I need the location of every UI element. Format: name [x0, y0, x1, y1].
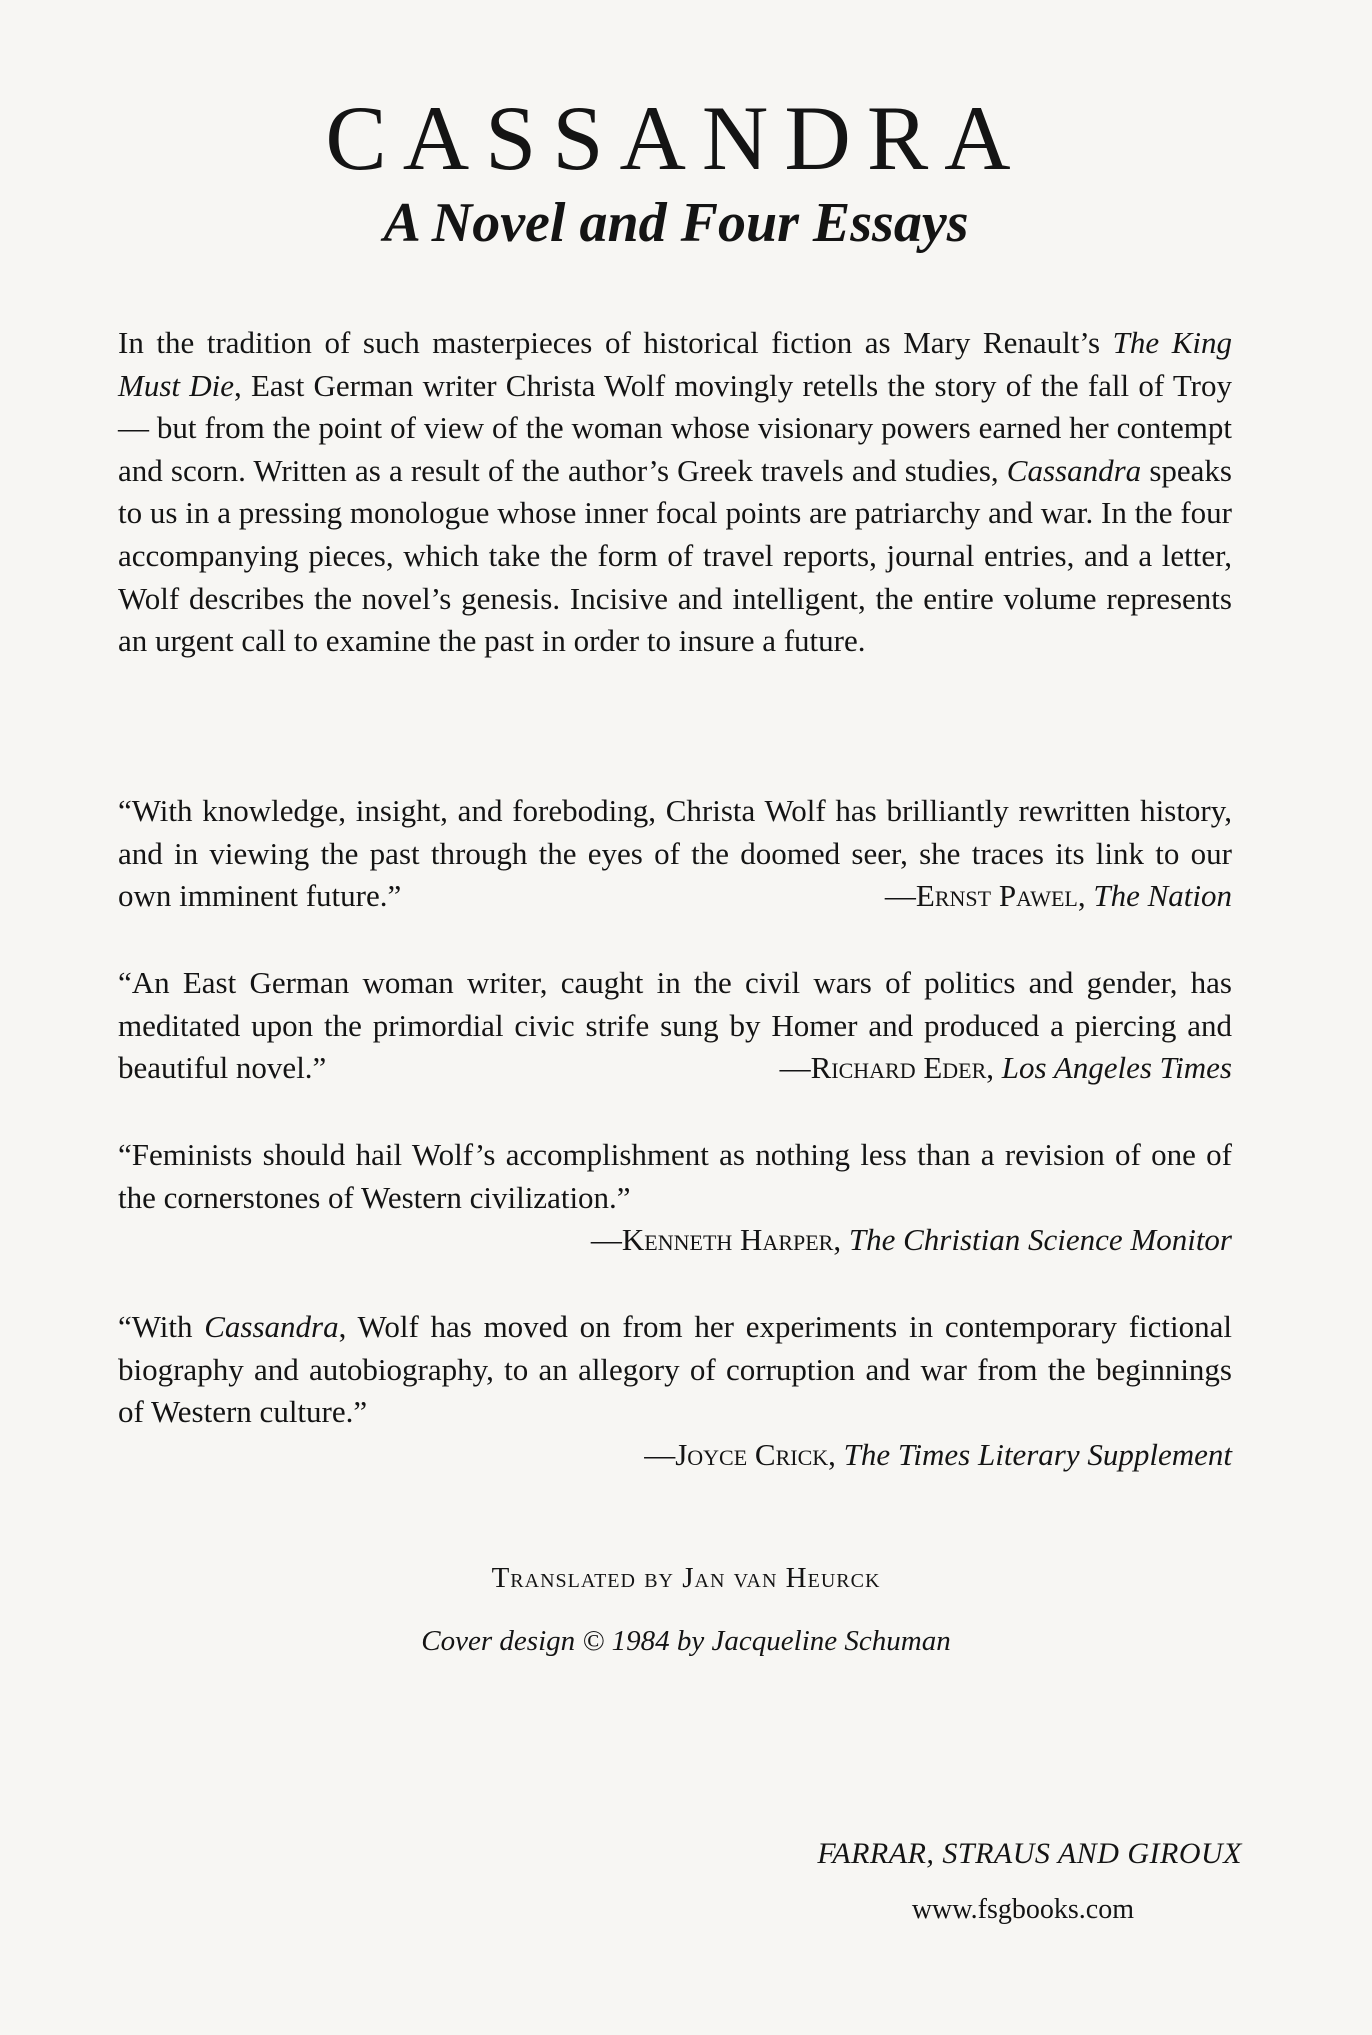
cover-design-credit: Cover design © 1984 by Jacqueline Schuman	[421, 1625, 951, 1657]
reviewer-name: —Ernst Pawel,	[884, 878, 1094, 914]
book-subtitle: A Novel and Four Essays	[383, 192, 969, 254]
publication-name: The Christian Science Monitor	[848, 1222, 1232, 1258]
publication-name: The Times Literary Supplement	[843, 1436, 1232, 1472]
quote-text: “With knowledge, insight, and foreboding, Christa Wolf has brilliantly rewritten history, and in viewing the past through the eyes of the doomed seer, she traces its link to our own imminent future.”	[118, 793, 1232, 914]
work-title: Cassandra	[1006, 452, 1142, 488]
quote-text: “Feminists should hail Wolf’s accomplishment as nothing less than a revision of one of the cornerstones of Western civilization.”	[118, 1137, 1232, 1215]
quote-attribution	[780, 1047, 1232, 1090]
quote-text: “An East German woman writer, caught in the civil wars of politics and gender, has meditated upon the primordial civic strife sung by Homer and produced a piercing and beautiful novel.”	[118, 965, 1232, 1086]
review-quote	[118, 1134, 1232, 1262]
description-text: speaks to us in a pressing monologue whose inner focal points are patriarchy and war. In the four accompanying pieces, which take the form of travel reports, journal entries, and a letter, Wolf describes the novel’s genesis. Incisive and intelligent, the entire volume represents an urgent call to examine the past in order to insure a future.	[118, 452, 1232, 659]
publisher-website: www.fsgbooks.com	[911, 1894, 1134, 1925]
quote-attribution	[118, 1219, 1232, 1262]
book-title: CASSANDRA	[325, 87, 1027, 189]
review-quote	[118, 1306, 1232, 1476]
reviewer-name: —Richard Eder,	[779, 1050, 1002, 1086]
reviewer-name: —Kenneth Harper,	[590, 1222, 849, 1258]
translator-credit: Translated by Jan van Heurck	[491, 1562, 881, 1594]
description-text: , East German writer Christa Wolf movingly retells the story of the fall of Troy — but from the point of view of the woman whose visionary powers earned her contempt and scorn. Written as a result of the author’s Greek travels and studies,	[118, 367, 1233, 488]
description-text: In the tradition of such masterpieces of historical fiction as Mary Renault’s	[118, 325, 1113, 360]
quote-attribution	[885, 875, 1232, 918]
referenced-book-title: The King Must Die	[118, 325, 1232, 403]
work-title: Cassandra	[204, 1309, 339, 1344]
review-quote	[118, 962, 1232, 1090]
book-description	[118, 322, 1232, 663]
quote-text: “With	[118, 1309, 205, 1344]
publisher-name: FARRAR, STRAUS AND GIROUX	[817, 1837, 1242, 1870]
publication-name: The Nation	[1093, 878, 1232, 914]
quote-attribution	[118, 1434, 1232, 1477]
publication-name: Los Angeles Times	[1001, 1050, 1232, 1086]
quote-text: , Wolf has moved on from her experiments in contemporary fictional biography and autobiography, to an allegory of corruption and war from the beginnings of Western culture.”	[118, 1309, 1232, 1430]
review-quote	[118, 790, 1232, 918]
reviewer-name: —Joyce Crick,	[644, 1436, 844, 1472]
